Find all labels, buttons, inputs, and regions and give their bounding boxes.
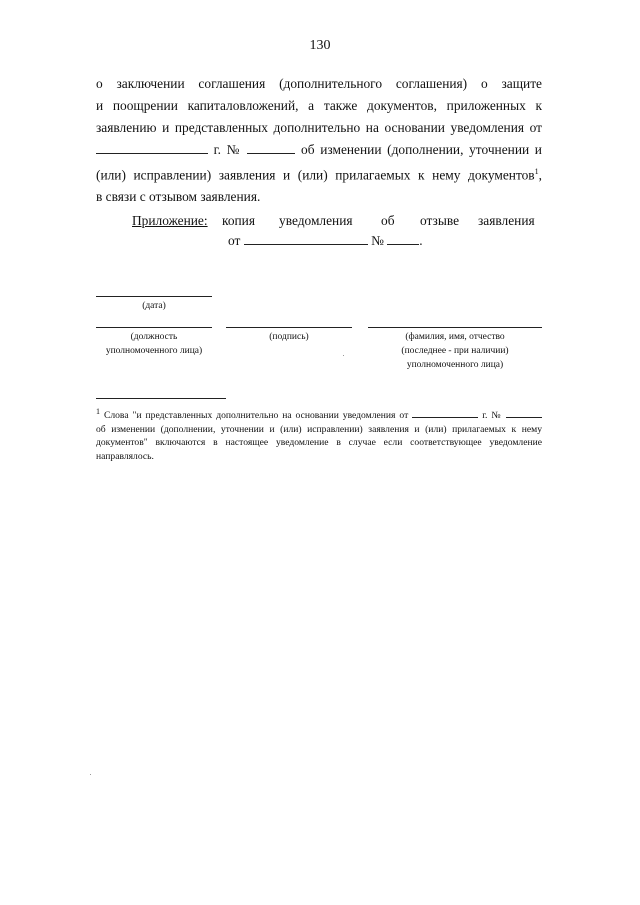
name-caption-line-3: уполномоченного лица) xyxy=(406,360,504,370)
position-caption xyxy=(86,330,222,358)
page-number: 130 xyxy=(309,38,331,53)
footnote-line-4: направлялось. xyxy=(96,450,154,462)
name-caption-line-2: (последнее - при наличии) xyxy=(401,346,509,356)
attachment-word-1: копия xyxy=(222,213,256,228)
footnote-separator xyxy=(96,398,226,399)
attachment-date-blank xyxy=(244,232,368,245)
body-line-1: о заключении соглашения (дополнительного соглашения) о защите xyxy=(96,76,542,91)
footnote-line-1 xyxy=(96,405,542,423)
number-blank xyxy=(247,141,295,154)
name-caption xyxy=(368,330,542,372)
date-caption: (дата) xyxy=(142,301,166,311)
attachment-period: . xyxy=(419,233,423,248)
footnote-number-label: г. № xyxy=(482,410,503,422)
footnote-marker: 1 xyxy=(96,407,100,416)
body-line-5 xyxy=(96,161,542,186)
footnote xyxy=(96,405,542,463)
attachment-word-4: отзыве xyxy=(420,213,460,228)
attachment-word-3: об xyxy=(381,213,395,228)
attachment-label: Приложение: xyxy=(132,213,208,228)
footnote-line-3: документов" включаются в настоящее уведомление в случае если соответствующее уведомление xyxy=(96,437,542,449)
scan-speck xyxy=(343,355,344,356)
scan-speck xyxy=(90,774,91,775)
name-caption-line-1: (фамилия, имя, отчество xyxy=(405,332,505,342)
number-label: г. № xyxy=(213,142,242,157)
body-line-4-text: об изменении (дополнении, уточнении и xyxy=(301,142,542,157)
name-line xyxy=(368,327,542,328)
footnote-date-blank xyxy=(412,408,478,418)
footnote-line-2: об изменении (дополнении, уточнении и (или) исправлении) заявления и (или) прилагаемых к нему xyxy=(96,423,542,435)
position-caption-line-2: уполномоченного лица) xyxy=(105,346,203,356)
body-line-2: и поощрении капиталовложений, а также документов, приложенных к xyxy=(96,98,542,113)
body-paragraph xyxy=(96,73,542,208)
footnote-ref: 1 xyxy=(534,167,539,176)
attachment-word-2: уведомления xyxy=(279,213,353,228)
footnote-number-blank xyxy=(506,408,542,418)
body-line-5-text: (или) исправлении) заявления и (или) прилагаемых к нему документов xyxy=(96,167,535,183)
position-line xyxy=(96,327,212,328)
attachment-word-5: заявления xyxy=(478,213,535,228)
attachment-line-2 xyxy=(228,232,423,249)
footnote-line-1-text: Слова "и представленных дополнительно на основании уведомления от xyxy=(103,410,409,422)
signature-line xyxy=(226,327,352,328)
position-caption-line-1: (должность xyxy=(130,332,178,342)
body-line-3: заявлению и представленных дополнительно на основании уведомления от xyxy=(96,120,542,135)
date-line xyxy=(96,296,212,297)
body-line-6: в связи с отзывом заявления. xyxy=(96,189,261,205)
date-blank xyxy=(96,141,208,154)
body-line-4 xyxy=(96,139,542,161)
attachment-from: от xyxy=(228,233,241,248)
signature-caption: (подпись) xyxy=(269,332,309,342)
body-line-5-comma: , xyxy=(538,167,542,183)
attachment-number-blank xyxy=(387,232,419,245)
attachment-number-label: № xyxy=(371,233,384,248)
